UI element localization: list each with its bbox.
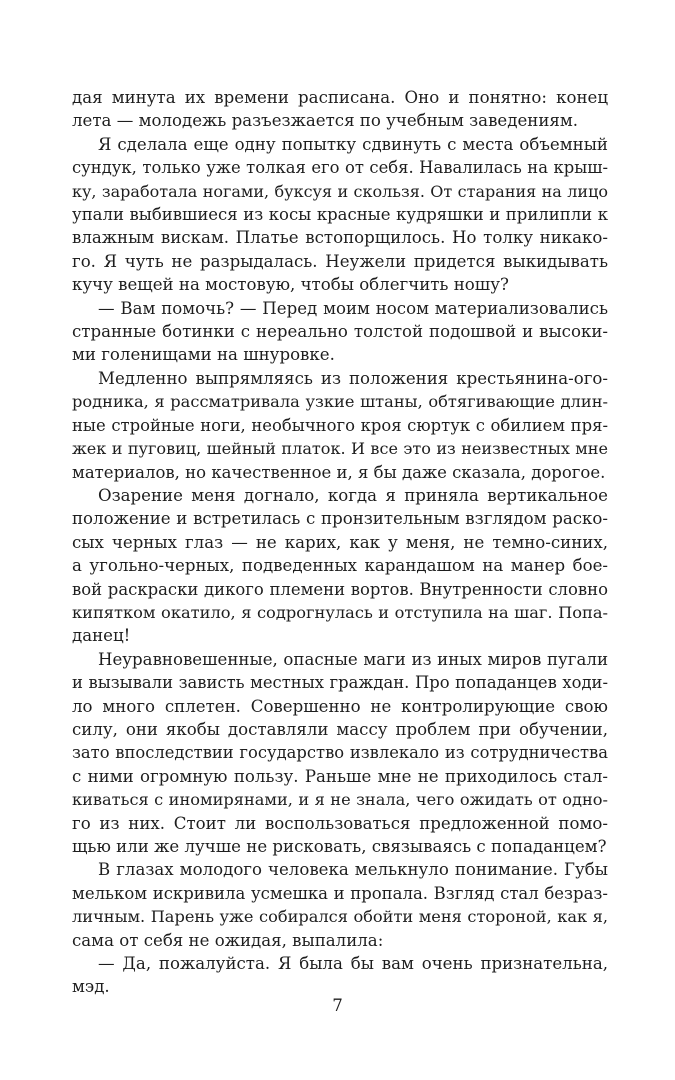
text-line: ми голенищами на шнуровке. (72, 345, 335, 365)
text-line: щью или же лучше не рисковать, связываясь с попаданцем? (72, 837, 607, 856)
text-line: мельком искривила усмешка и пропала. Взгляд стал безраз- (72, 883, 608, 903)
text-line: жек и пуговиц, шейный платок. И все это из неизвестных мне (72, 439, 608, 459)
text-line: и вызывали зависть местных граждан. Про попаданцев ходи- (72, 673, 608, 693)
paragraph (72, 297, 608, 367)
text-line: Озарение меня догнало, когда я приняла вертикальное (98, 485, 608, 505)
text-line: с ними огромную пользу. Раньше мне не приходилось стал- (72, 766, 608, 786)
text-line: а угольно-черных, подведенных карандашом на манер бое- (72, 556, 608, 576)
text-line: В глазах молодого человека мелькнуло понимание. Губы (98, 860, 608, 880)
text-line: дая минута их времени расписана. Оно и понятно: конец (72, 88, 608, 107)
page-text (72, 86, 608, 999)
text-line: ные стройные ноги, необычного кроя сюртук с обилием пря- (72, 415, 608, 435)
text-line: положение и встретилась с пронзительным взглядом раско- (72, 509, 608, 529)
text-line: кипятком окатило, я содрогнулась и отступила на шаг. Попа- (72, 602, 608, 622)
text-line: данец! (72, 626, 131, 646)
paragraph (72, 86, 608, 133)
text-line: Неуравновешенные, опасные маги из иных миров пугали (98, 649, 608, 669)
paragraph (72, 648, 608, 859)
text-line: сама от себя не ожидая, выпалила: (72, 930, 384, 950)
text-line: — Вам помочь? — Перед моим носом материализовались (98, 298, 608, 318)
text-line: материалов, но качественное и, я бы даже сказала, дорогое. (72, 462, 606, 482)
paragraph (72, 484, 608, 648)
text-line: мэд. (72, 977, 110, 997)
text-line: го. Я чуть не разрыдалась. Неужели придется выкидывать (72, 251, 608, 271)
text-line: го из них. Стоит ли воспользоваться предложенной помо- (72, 813, 608, 833)
text-line: лета — молодежь разъезжается по учебным заведениям. (72, 111, 579, 131)
paragraph (72, 367, 608, 484)
paragraph (72, 858, 608, 952)
text-line: личным. Парень уже собирался обойти меня стороной, как я, (72, 907, 608, 927)
text-line: Я сделала еще одну попытку сдвинуть с места объемный (98, 134, 608, 154)
text-line: сундук, только уже толкая его от себя. Навалилась на крыш- (72, 158, 608, 178)
text-line: Медленно выпрямляясь из положения крестьянина-ого- (98, 368, 608, 388)
text-line: вой раскраски дикого племени вортов. Внутренности словно (72, 579, 608, 599)
text-line: ло много сплетен. Совершенно не контролирующие свою (72, 696, 608, 716)
text-line: ку, заработала ногами, буксуя и скользя. От старания на лицо (72, 181, 608, 201)
paragraph (72, 133, 608, 297)
text-line: — Да, пожалуйста. Я была бы вам очень признательна, (98, 954, 608, 974)
text-line: силу, они якобы доставляли массу проблем при обучении, (72, 719, 608, 739)
text-line: сых черных глаз — не карих, как у меня, не темно-синих, (72, 532, 608, 552)
paragraph (72, 952, 608, 999)
text-line: странные ботинки с нереально толстой подошвой и высоки- (72, 322, 608, 342)
text-line: киваться с иномирянами, и я не знала, чего ожидать от одно- (72, 790, 608, 810)
page-number: 7 (332, 996, 343, 1015)
text-line: влажным вискам. Платье встопорщилось. Но толку никако- (72, 228, 608, 248)
text-line: упали выбившиеся из косы красные кудряшки и прилипли к (72, 205, 608, 225)
text-line: зато впоследствии государство извлекало из сотрудничества (72, 743, 608, 763)
text-line: кучу вещей на мостовую, чтобы облегчить ношу? (72, 275, 509, 295)
text-line: родника, я рассматривала узкие штаны, обтягивающие длин- (72, 392, 608, 412)
